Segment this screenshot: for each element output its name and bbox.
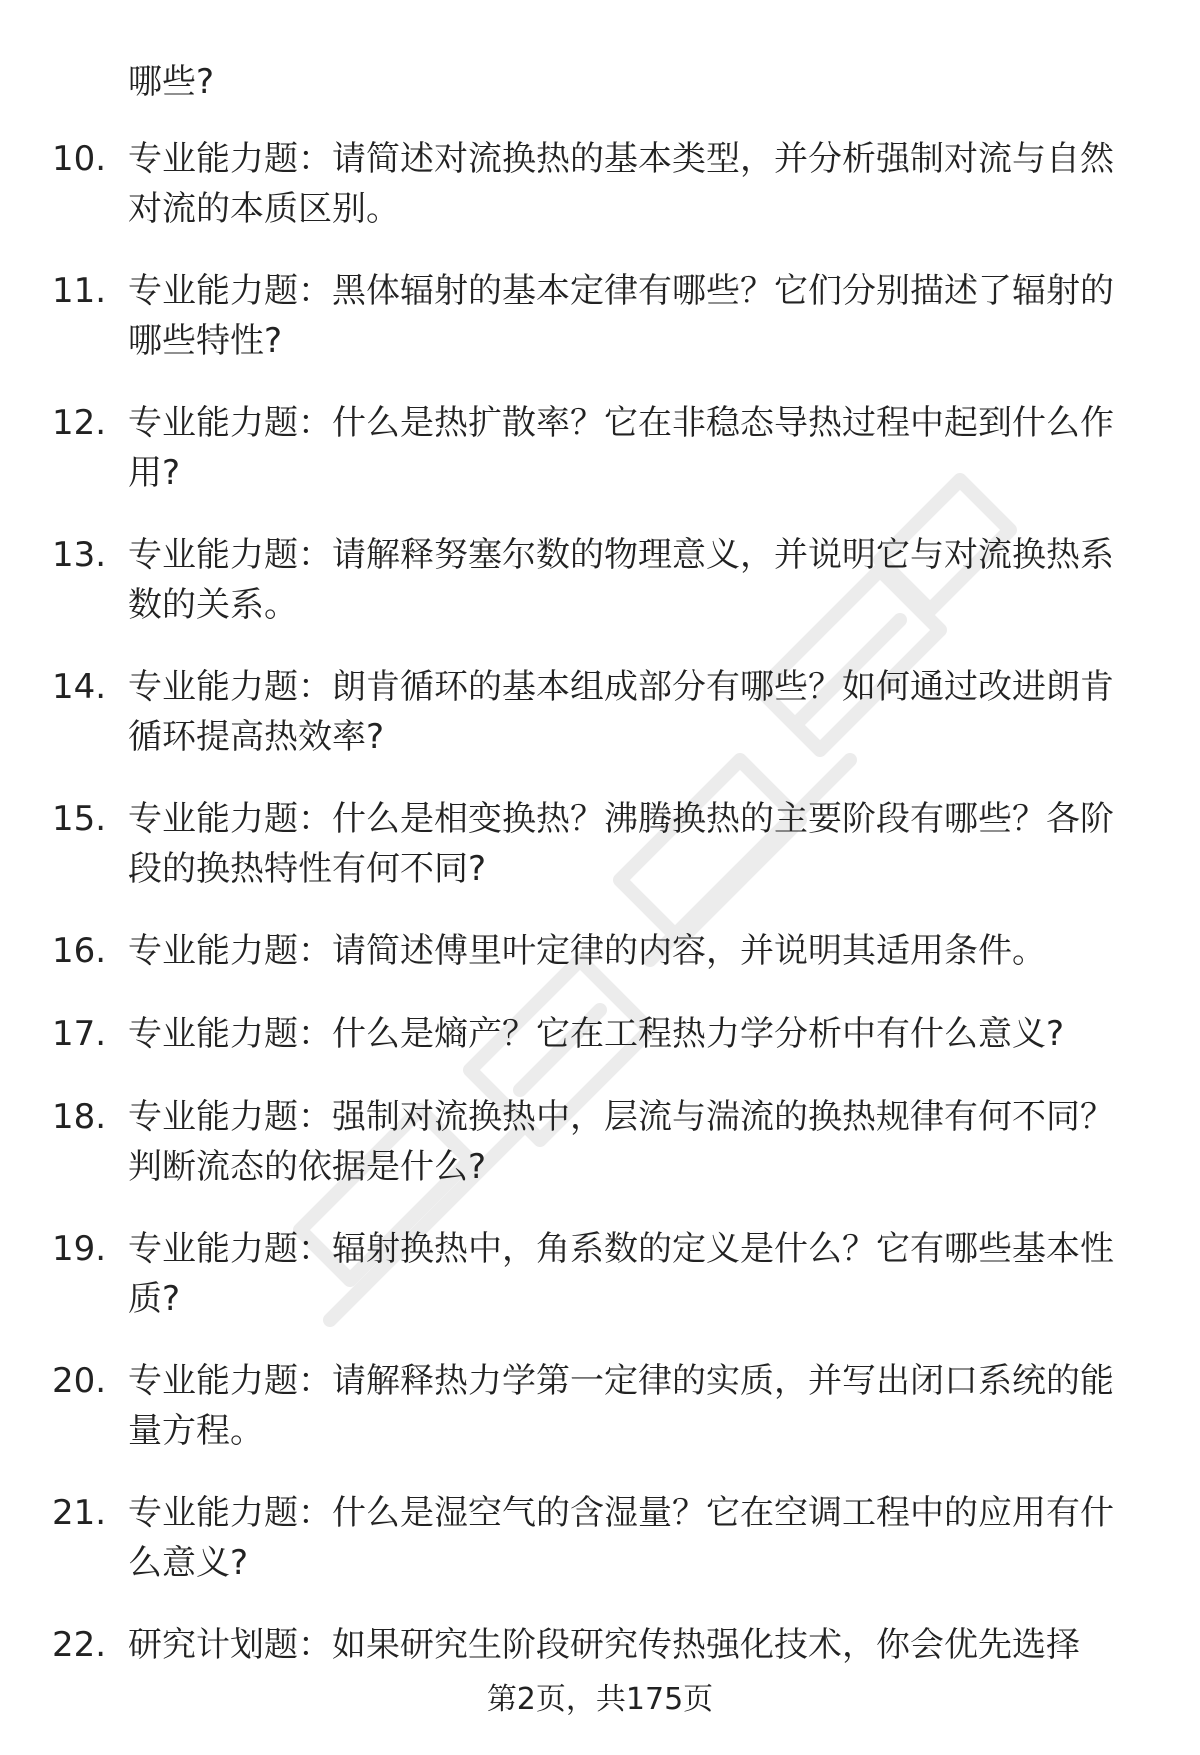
page-footer: 第2页，共175页 bbox=[486, 1682, 714, 1717]
question-number: 14. bbox=[52, 667, 107, 707]
list-item bbox=[0, 134, 1138, 234]
question-number: 10. bbox=[52, 139, 107, 179]
list-item bbox=[0, 266, 1138, 366]
lead-fragment: 哪些? bbox=[128, 62, 215, 102]
question-text: 研究计划题：如果研究生阶段研究传热强化技术，你会优先选择 bbox=[128, 1625, 1080, 1665]
question-text: 专业能力题：辐射换热中，角系数的定义是什么？它有哪些基本性质? bbox=[128, 1229, 1114, 1319]
question-text: 专业能力题：请简述对流换热的基本类型，并分析强制对流与自然对流的本质区别。 bbox=[128, 139, 1114, 229]
list-item bbox=[0, 1224, 1138, 1324]
list-item bbox=[0, 530, 1138, 630]
question-list bbox=[0, 134, 1200, 1703]
list-item bbox=[0, 794, 1138, 894]
list-item bbox=[0, 1488, 1138, 1588]
question-text: 专业能力题：请简述傅里叶定律的内容，并说明其适用条件。 bbox=[128, 931, 1046, 971]
list-item bbox=[0, 926, 1138, 976]
question-text: 专业能力题：黑体辐射的基本定律有哪些？它们分别描述了辐射的哪些特性? bbox=[128, 271, 1114, 361]
question-number: 19. bbox=[52, 1229, 107, 1269]
question-text: 专业能力题：什么是湿空气的含湿量？它在空调工程中的应用有什么意义? bbox=[128, 1493, 1114, 1583]
question-number: 22. bbox=[52, 1625, 107, 1665]
list-item bbox=[0, 1356, 1138, 1456]
question-text: 专业能力题：什么是相变换热？沸腾换热的主要阶段有哪些？各阶段的换热特性有何不同? bbox=[128, 799, 1114, 889]
question-number: 20. bbox=[52, 1361, 107, 1401]
question-number: 11. bbox=[52, 271, 107, 311]
question-number: 15. bbox=[52, 799, 107, 839]
question-number: 21. bbox=[52, 1493, 107, 1533]
question-number: 17. bbox=[52, 1014, 107, 1054]
list-item bbox=[0, 398, 1138, 498]
list-item bbox=[0, 1009, 1138, 1059]
question-text: 专业能力题：请解释热力学第一定律的实质，并写出闭口系统的能量方程。 bbox=[128, 1361, 1114, 1451]
question-text: 专业能力题：强制对流换热中，层流与湍流的换热规律有何不同？判断流态的依据是什么? bbox=[128, 1097, 1114, 1187]
question-text: 专业能力题：什么是热扩散率？它在非稳态导热过程中起到什么作用? bbox=[128, 403, 1114, 493]
list-item bbox=[0, 1620, 1138, 1670]
question-text: 专业能力题：朗肯循环的基本组成部分有哪些？如何通过改进朗肯循环提高热效率? bbox=[128, 667, 1114, 757]
question-number: 13. bbox=[52, 535, 107, 575]
list-item bbox=[0, 1092, 1138, 1192]
question-text: 专业能力题：什么是熵产？它在工程热力学分析中有什么意义? bbox=[128, 1014, 1065, 1054]
list-item bbox=[0, 662, 1138, 762]
question-number: 12. bbox=[52, 403, 107, 443]
question-number: 16. bbox=[52, 931, 107, 971]
question-number: 18. bbox=[52, 1097, 107, 1137]
question-text: 专业能力题：请解释努塞尔数的物理意义，并说明它与对流换热系数的关系。 bbox=[128, 535, 1114, 625]
